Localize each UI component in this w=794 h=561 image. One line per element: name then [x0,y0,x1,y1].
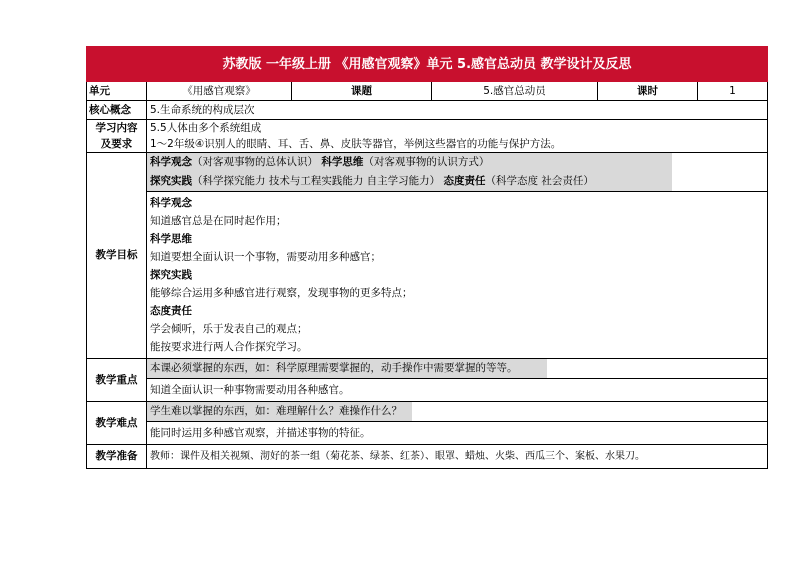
core-concept-label: 核心概念 [87,101,147,120]
content-requirements-label [87,120,147,153]
title-row [87,47,768,82]
content-label-line-2: 及要求 [100,138,133,150]
core-concept-row [87,101,768,120]
content-requirements-row [87,120,768,153]
goals-content [147,153,768,359]
goals-summary-1-run: 科学思维 [321,156,364,168]
goal-item: 能按要求进行两人合作探究学习。 [150,341,308,353]
goals-summary-2-run: （科学探究能力 技术与工程实践能力 自主学习能力） [192,175,444,187]
goals-items [147,192,767,358]
unit-value: 《用感官观察》 [147,82,292,101]
key-points-label: 教学重点 [87,359,147,402]
content-line-2: 1～2年级④识别人的眼睛、耳、舌、鼻、皮肤等器官，举例这些器官的功能与保护方法。 [150,138,562,150]
content-label-line-1: 学习内容 [95,122,138,134]
preparation-value: 教师：课件及相关视频、沏好的茶一组（菊花茶、绿茶、红茶）、眼罩、蜡烛、火柴、西瓜三个、案板、水果刀。 [147,445,768,469]
key-points-value: 知道全面认识一种事物需要动用各种感官。 [150,384,350,396]
goal-item: 知道要想全面认识一个事物，需要动用多种感官； [150,251,381,263]
lesson-plan-table [86,46,768,469]
goal-heading: 态度责任 [150,305,192,317]
key-points-content [147,359,768,402]
lesson-label: 课题 [292,82,432,101]
core-concept-value: 5.生命系统的构成层次 [147,101,768,120]
key-points-row [87,359,768,402]
goals-summary-line-1 [147,153,672,172]
goals-summary-2-run: 探究实践 [150,175,192,187]
goals-summary-2-run: （科学态度 社会责任） [485,175,594,187]
goals-label: 教学目标 [87,153,147,359]
goal-item: 知道感官总是在同时起作用； [150,215,287,227]
document-title: 苏教版 一年级上册 《用感官观察》单元 5.感官总动员 教学设计及反思 [87,47,768,82]
unit-label: 单元 [87,82,147,101]
goal-heading: 探究实践 [150,269,192,281]
goals-summary-1-run: （对客观事物的认识方式） [363,156,490,168]
goal-item: 能够综合运用多种感官进行观察，发现事物的更多特点； [150,287,413,299]
info-row [87,82,768,101]
difficulties-content [147,402,768,445]
difficulties-value: 能同时运用多种感官观察，并描述事物的特征。 [150,427,371,439]
goals-row [87,153,768,359]
goals-summary-1-run: （对客观事物的总体认识） [192,156,322,168]
goals-summary-line-2 [147,172,672,191]
goals-summary-1-run: 科学观念 [150,156,192,168]
key-points-hint: 本课必须掌握的东西，如：科学原理需要掌握的，动手操作中需要掌握的等等。 [147,359,547,378]
lesson-plan-sheet [86,46,767,469]
goal-heading: 科学思维 [150,233,192,245]
difficulties-hint: 学生难以掌握的东西，如：难理解什么？难操作什么？ [147,402,412,421]
content-requirements-value [147,120,768,153]
period-value: 1 [698,82,768,101]
period-label: 课时 [598,82,698,101]
lesson-value: 5.感官总动员 [432,82,598,101]
goal-heading: 科学观念 [150,197,192,209]
difficulties-row [87,402,768,445]
content-line-1: 5.5人体由多个系统组成 [150,122,262,134]
preparation-row [87,445,768,469]
goals-summary-2-run: 态度责任 [443,175,486,187]
goal-item: 学会倾听，乐于发表自己的观点； [150,323,308,335]
preparation-label: 教学准备 [87,445,147,469]
difficulties-label: 教学难点 [87,402,147,445]
